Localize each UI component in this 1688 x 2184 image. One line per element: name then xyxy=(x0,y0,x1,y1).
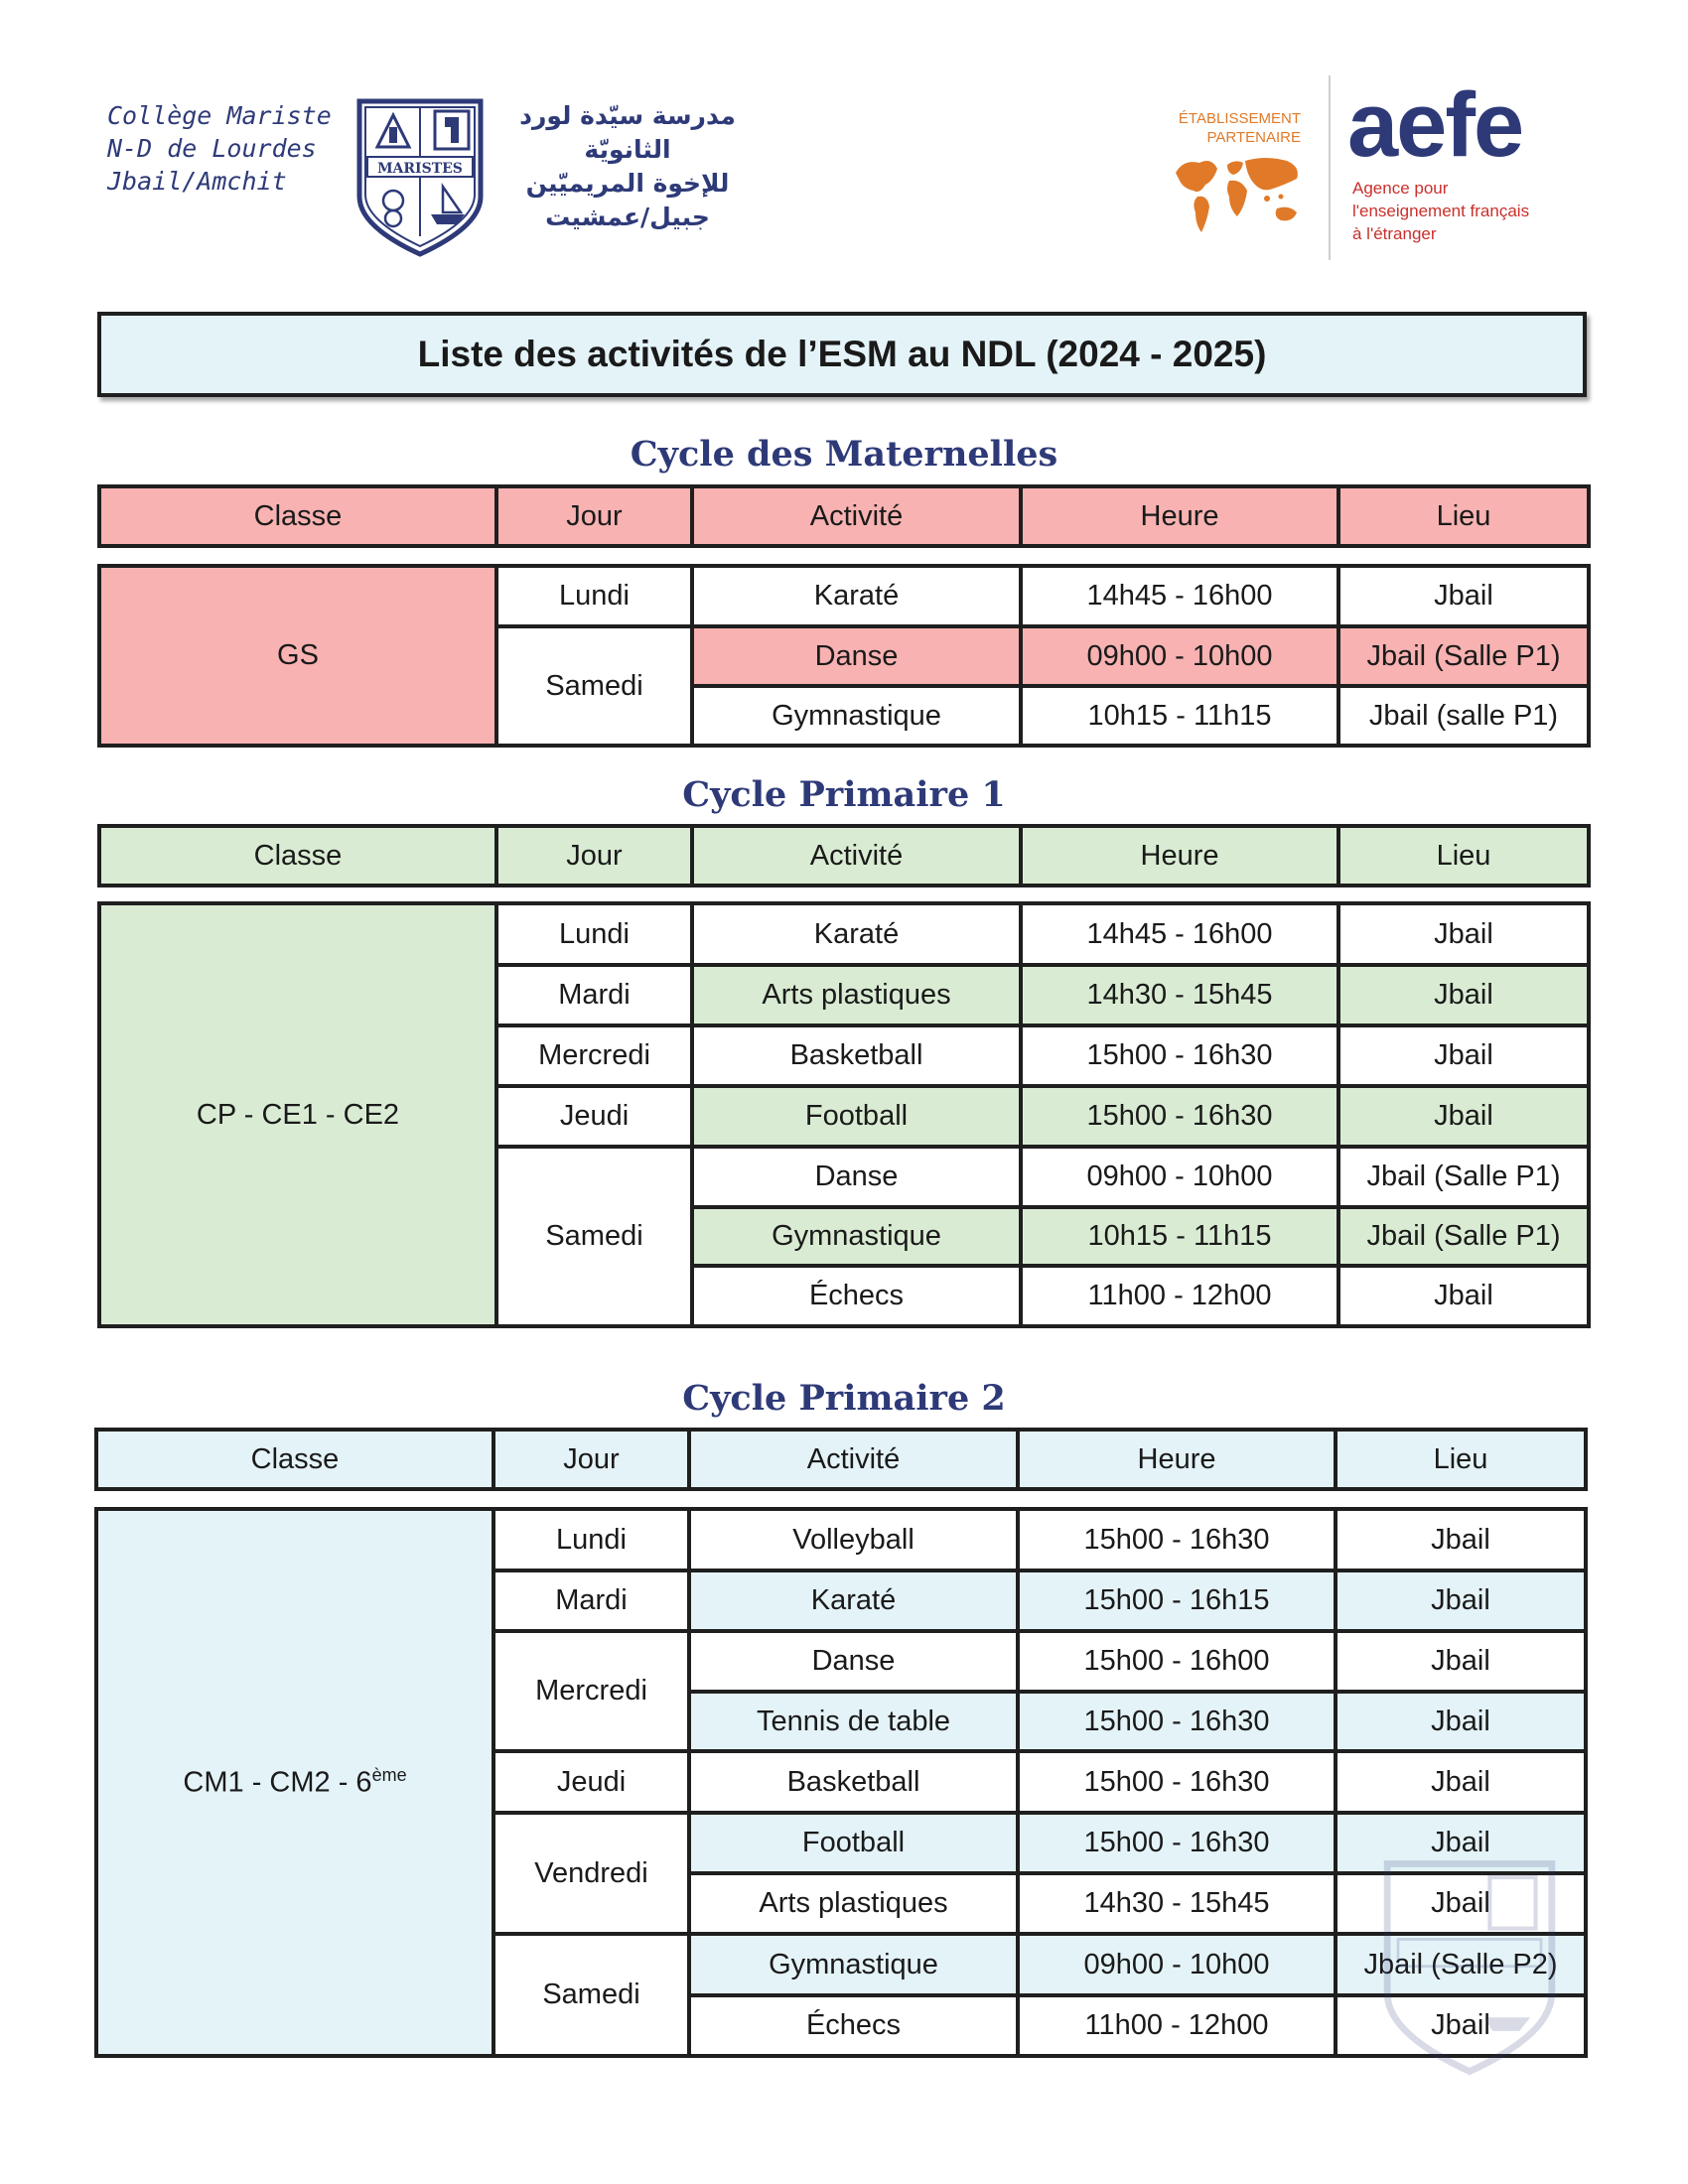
aefe-tagline-line: Agence pour xyxy=(1352,179,1449,198)
column-header-classe: Classe xyxy=(99,826,496,886)
day-cell: Lundi xyxy=(493,1509,689,1570)
table-row xyxy=(99,903,1589,965)
day-cell: Jeudi xyxy=(496,1086,692,1147)
column-header-lieu: Lieu xyxy=(1338,486,1589,546)
activity-cell: Danse xyxy=(692,626,1021,686)
place-cell: Jbail (salle P1) xyxy=(1338,686,1589,746)
aefe-tagline-line: l'enseignement français xyxy=(1352,202,1530,220)
place-cell: Jbail xyxy=(1336,1509,1586,1570)
aefe-logo: aefe xyxy=(1347,74,1523,176)
school-name-line: N-D de Lourdes xyxy=(107,134,317,163)
time-cell: 14h45 - 16h00 xyxy=(1021,566,1338,626)
class-cell xyxy=(96,1509,493,2056)
activity-cell: Échecs xyxy=(689,1995,1018,2056)
activity-cell: Basketball xyxy=(692,1025,1021,1086)
arabic-name-line: جبيل/عمشيت xyxy=(545,203,710,231)
place-cell: Jbail (Salle P1) xyxy=(1338,626,1589,686)
day-cell: Samedi xyxy=(493,1934,689,2056)
place-cell: Jbail xyxy=(1338,903,1589,965)
day-cell: Mardi xyxy=(493,1570,689,1631)
cycle-maternelles-title: Cycle des Maternelles xyxy=(630,434,1058,475)
partner-label xyxy=(1152,109,1301,147)
place-cell: Jbail xyxy=(1338,1086,1589,1147)
column-header-jour: Jour xyxy=(493,1430,689,1489)
time-cell: 10h15 - 11h15 xyxy=(1021,686,1338,746)
time-cell: 15h00 - 16h30 xyxy=(1018,1509,1336,1570)
time-cell: 15h00 - 16h00 xyxy=(1018,1631,1336,1692)
column-header-activite: Activité xyxy=(692,486,1021,546)
column-header-heure: Heure xyxy=(1021,826,1338,886)
activity-cell: Arts plastiques xyxy=(689,1873,1018,1934)
table-header-row xyxy=(96,1430,1586,1489)
logo-separator xyxy=(1329,75,1331,260)
place-cell: Jbail xyxy=(1336,1873,1586,1934)
primaire-2-table xyxy=(94,1507,1588,2058)
time-cell: 11h00 - 12h00 xyxy=(1021,1266,1338,1326)
cycle-primaire-1-title: Cycle Primaire 1 xyxy=(682,774,1006,815)
time-cell: 15h00 - 16h30 xyxy=(1018,1813,1336,1873)
place-cell: Jbail (Salle P1) xyxy=(1338,1207,1589,1266)
activity-cell: Arts plastiques xyxy=(692,965,1021,1025)
day-cell: Mercredi xyxy=(496,1025,692,1086)
activity-cell: Échecs xyxy=(692,1266,1021,1326)
class-cell: GS xyxy=(99,566,496,746)
school-name-line: Jbail/Amchit xyxy=(107,167,287,196)
arabic-name-line: للإخوة المريميّين xyxy=(525,169,730,198)
activity-cell: Football xyxy=(689,1813,1018,1873)
place-cell: Jbail xyxy=(1336,1631,1586,1692)
column-header-jour: Jour xyxy=(496,826,692,886)
day-cell: Samedi xyxy=(496,1147,692,1326)
day-cell: Lundi xyxy=(496,903,692,965)
maternelles-header-table xyxy=(97,484,1591,548)
place-cell: Jbail (Salle P2) xyxy=(1336,1934,1586,1995)
column-header-classe: Classe xyxy=(99,486,496,546)
activity-cell: Basketball xyxy=(689,1751,1018,1813)
day-cell: Mercredi xyxy=(493,1631,689,1751)
maternelles-table xyxy=(97,564,1591,748)
place-cell: Jbail (Salle P1) xyxy=(1338,1147,1589,1207)
table-header-row xyxy=(99,826,1589,886)
day-cell: Samedi xyxy=(496,626,692,746)
column-header-activite: Activité xyxy=(692,826,1021,886)
activity-cell: Karaté xyxy=(692,903,1021,965)
column-header-activite: Activité xyxy=(689,1430,1018,1489)
partner-label-line: PARTENAIRE xyxy=(1206,129,1301,146)
partner-label-line: ÉTABLISSEMENT xyxy=(1178,110,1301,127)
place-cell: Jbail xyxy=(1336,1813,1586,1873)
place-cell: Jbail xyxy=(1336,1570,1586,1631)
column-header-classe: Classe xyxy=(96,1430,493,1489)
aefe-tagline xyxy=(1352,177,1529,245)
activity-cell: Gymnastique xyxy=(689,1934,1018,1995)
time-cell: 15h00 - 16h30 xyxy=(1018,1692,1336,1751)
place-cell: Jbail xyxy=(1338,1266,1589,1326)
time-cell: 09h00 - 10h00 xyxy=(1018,1934,1336,1995)
school-name xyxy=(107,99,332,198)
maristes-crest-logo xyxy=(355,97,485,258)
school-name-line: Collège Mariste xyxy=(107,101,332,130)
column-header-heure: Heure xyxy=(1018,1430,1336,1489)
time-cell: 09h00 - 10h00 xyxy=(1021,626,1338,686)
arabic-school-name xyxy=(493,99,762,234)
arabic-name-line: مدرسة سيّدة لورد الثانويّة xyxy=(519,101,736,164)
table-row xyxy=(99,566,1589,626)
time-cell: 14h30 - 15h45 xyxy=(1021,965,1338,1025)
table-row xyxy=(96,1509,1586,1570)
time-cell: 14h30 - 15h45 xyxy=(1018,1873,1336,1934)
column-header-heure: Heure xyxy=(1021,486,1338,546)
activity-cell: Karaté xyxy=(689,1570,1018,1631)
crest-watermark xyxy=(1375,1858,1564,2077)
column-header-jour: Jour xyxy=(496,486,692,546)
activity-cell: Tennis de table xyxy=(689,1692,1018,1751)
class-cell: CP - CE1 - CE2 xyxy=(99,903,496,1326)
table-header-row xyxy=(99,486,1589,546)
place-cell: Jbail xyxy=(1336,1692,1586,1751)
primaire-1-table xyxy=(97,901,1591,1328)
aefe-tagline-line: à l'étranger xyxy=(1352,224,1437,243)
time-cell: 11h00 - 12h00 xyxy=(1018,1995,1336,2056)
time-cell: 15h00 - 16h30 xyxy=(1018,1751,1336,1813)
document-title: Liste des activités de l’ESM au NDL (2024 - 2025) xyxy=(97,312,1587,397)
column-header-lieu: Lieu xyxy=(1338,826,1589,886)
day-cell: Lundi xyxy=(496,566,692,626)
activity-cell: Gymnastique xyxy=(692,686,1021,746)
activity-cell: Karaté xyxy=(692,566,1021,626)
day-cell: Jeudi xyxy=(493,1751,689,1813)
activity-cell: Danse xyxy=(689,1631,1018,1692)
activity-cell: Danse xyxy=(692,1147,1021,1207)
time-cell: 15h00 - 16h15 xyxy=(1018,1570,1336,1631)
time-cell: 10h15 - 11h15 xyxy=(1021,1207,1338,1266)
time-cell: 15h00 - 16h30 xyxy=(1021,1086,1338,1147)
activity-cell: Football xyxy=(692,1086,1021,1147)
primaire-1-header-table xyxy=(97,824,1591,887)
place-cell: Jbail xyxy=(1338,1025,1589,1086)
class-label-superscript: ème xyxy=(371,1765,407,1786)
place-cell: Jbail xyxy=(1336,1751,1586,1813)
cycle-primaire-2-title: Cycle Primaire 2 xyxy=(682,1378,1006,1419)
crest-text: MARISTES xyxy=(377,161,463,177)
class-label: CM1 - CM2 - 6 xyxy=(183,1766,372,1799)
time-cell: 14h45 - 16h00 xyxy=(1021,903,1338,965)
place-cell: Jbail xyxy=(1336,1995,1586,2056)
time-cell: 15h00 - 16h30 xyxy=(1021,1025,1338,1086)
activity-cell: Gymnastique xyxy=(692,1207,1021,1266)
place-cell: Jbail xyxy=(1338,965,1589,1025)
world-map-icon xyxy=(1170,151,1309,240)
day-cell: Mardi xyxy=(496,965,692,1025)
time-cell: 09h00 - 10h00 xyxy=(1021,1147,1338,1207)
column-header-lieu: Lieu xyxy=(1336,1430,1586,1489)
day-cell: Vendredi xyxy=(493,1813,689,1934)
activity-cell: Volleyball xyxy=(689,1509,1018,1570)
primaire-2-header-table xyxy=(94,1428,1588,1491)
place-cell: Jbail xyxy=(1338,566,1589,626)
